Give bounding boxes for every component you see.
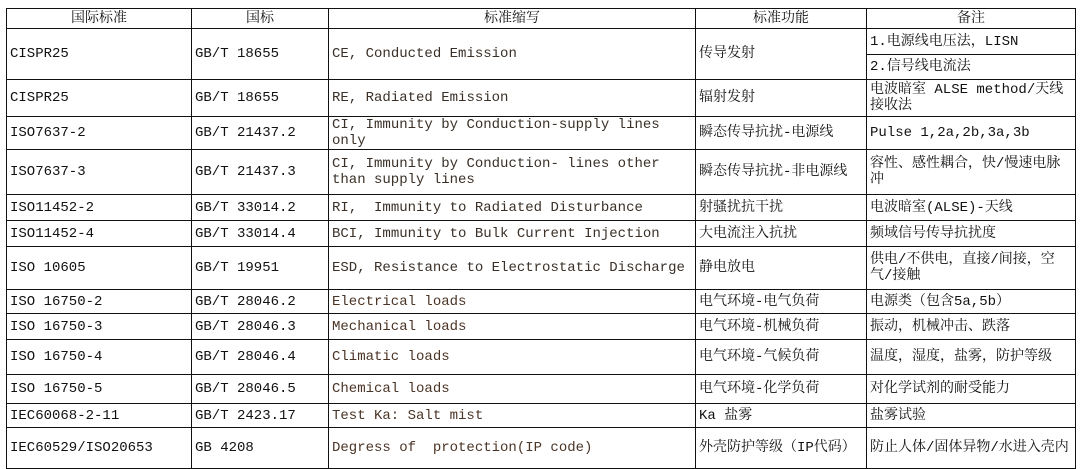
remarks-cell: 防止人体/固体异物/水进入壳内 [867,428,1076,469]
table-row [7,428,1076,469]
function-cell: 瞬态传导抗扰-电源线 [696,117,867,150]
remarks-cell: 1.电源线电压法，LISN [867,29,1076,55]
table-row [7,375,1076,404]
gb-standard-cell: GB/T 28046.5 [192,375,329,404]
abbreviation-cell [329,340,696,375]
function-cell: 电气环境-机械负荷 [696,314,867,340]
abbreviation-description: Immunity to Radiated Disturbance [365,199,643,216]
gb-standard-cell: GB/T 18655 [192,80,329,117]
remarks-cell: 对化学试剂的耐受能力 [867,375,1076,404]
table-row [7,404,1076,428]
abbreviation-code: ESD [332,260,358,276]
intl-standard-cell: ISO7637-3 [7,150,192,195]
abbreviation-cell [329,428,696,469]
table-row [7,290,1076,314]
abbreviation-cell [329,195,696,221]
abbreviation-description: Immunity to Bulk Current Injection [374,225,660,242]
table-row [7,247,1076,290]
abbreviation-cell [329,221,696,247]
table-row [7,117,1076,150]
abbreviation-description: Chemical loads [332,381,450,397]
remarks-cell: 容性、感性耦合，快/慢速电脉冲 [867,150,1076,195]
remarks-cell: 供电/不供电，直接/间接，空气/接触 [867,247,1076,290]
abbreviation-description: Immunity by Conduction- lines other than supply lines [332,156,669,188]
abbreviation-code: RI [332,199,349,216]
gb-standard-cell: GB/T 33014.2 [192,195,329,221]
abbreviation-code: CI [332,156,349,172]
intl-standard-cell: IEC60529/ISO20653 [7,428,192,469]
separator: , [348,117,366,133]
table-row [7,29,1076,55]
header-national-standard: 国标 [192,9,329,29]
intl-standard-cell: ISO 16750-2 [7,290,192,314]
remarks-cell: 2.信号线电流法 [867,55,1076,80]
gb-standard-cell: GB/T 19951 [192,247,329,290]
gb-standard-cell: GB/T 28046.2 [192,290,329,314]
intl-standard-cell: ISO 10605 [7,247,192,290]
intl-standard-cell: ISO 16750-5 [7,375,192,404]
gb-standard-cell: GB/T 21437.3 [192,150,329,195]
intl-standard-cell: ISO 16750-3 [7,314,192,340]
table-row [7,314,1076,340]
abbreviation-cell [329,80,696,117]
function-cell: 电气环境-化学负荷 [696,375,867,404]
abbreviation-description: Resistance to Electrostatic Discharge [374,260,685,276]
abbreviation-cell [329,375,696,404]
remarks-cell: 温度，湿度，盐雾，防护等级 [867,340,1076,375]
separator: , [348,199,366,216]
abbreviation-cell [329,404,696,428]
abbreviation-cell [329,290,696,314]
table-row [7,80,1076,117]
function-cell: 传导发射 [696,29,867,80]
remarks-cell: Pulse 1,2a,2b,3a,3b [867,117,1076,150]
remarks-cell: 电波暗室 ALSE method/天线接收法 [867,80,1076,117]
gb-standard-cell: GB 4208 [192,428,329,469]
function-cell: 辐射发射 [696,80,867,117]
gb-standard-cell: GB/T 28046.3 [192,314,329,340]
intl-standard-cell: ISO11452-2 [7,195,192,221]
abbreviation-description: Radiated Emission [365,90,509,106]
header-intl-standard: 国际标准 [7,9,192,29]
intl-standard-cell: ISO 16750-4 [7,340,192,375]
separator: , [357,225,375,242]
function-cell: 外壳防护等级（IP代码） [696,428,867,469]
remarks-cell: 振动，机械冲击、跌落 [867,314,1076,340]
abbreviation-cell [329,29,696,80]
abbreviation-cell [329,117,696,150]
abbreviation-description: Climatic loads [332,349,450,365]
abbreviation-description: Electrical loads [332,293,467,310]
abbreviation-cell [329,314,696,340]
gb-standard-cell: GB/T 2423.17 [192,404,329,428]
header-row [7,9,1076,29]
intl-standard-cell: ISO11452-4 [7,221,192,247]
separator: , [348,156,366,172]
abbreviation-description: Degress of protection(IP code) [332,440,593,456]
function-cell: 静电放电 [696,247,867,290]
header-function: 标准功能 [696,9,867,29]
intl-standard-cell: ISO7637-2 [7,117,192,150]
abbreviation-description: Conducted Emission [365,46,517,62]
intl-standard-cell: IEC60068-2-11 [7,404,192,428]
remarks-cell: 盐雾试验 [867,404,1076,428]
table-row [7,221,1076,247]
abbreviation-code: CI [332,117,349,133]
function-cell: 射骚扰抗干扰 [696,195,867,221]
gb-standard-cell: GB/T 21437.2 [192,117,329,150]
function-cell: 大电流注入抗扰 [696,221,867,247]
abbreviation-cell [329,150,696,195]
remarks-cell: 频域信号传导抗扰度 [867,221,1076,247]
header-remarks: 备注 [867,9,1076,29]
table-row [7,150,1076,195]
intl-standard-cell: CISPR25 [7,80,192,117]
abbreviation-code: RE [332,90,349,106]
gb-standard-cell: GB/T 33014.4 [192,221,329,247]
gb-standard-cell: GB/T 18655 [192,29,329,80]
abbreviation-code: BCI [332,225,358,242]
separator: , [348,90,366,106]
header-abbreviation: 标准缩写 [329,9,696,29]
function-cell: 电气环境-电气负荷 [696,290,867,314]
remarks-cell: 电波暗室(ALSE)-天线 [867,195,1076,221]
standards-table [6,8,1076,469]
table-row [7,195,1076,221]
abbreviation-description: Test Ka: Salt mist [332,407,484,424]
separator: , [357,260,375,276]
abbreviation-description: Mechanical loads [332,318,467,335]
abbreviation-description: Immunity by Conduction-supply lines only [332,117,669,149]
abbreviation-code: CE [332,46,349,62]
gb-standard-cell: GB/T 28046.4 [192,340,329,375]
intl-standard-cell: CISPR25 [7,29,192,80]
function-cell: 瞬态传导抗扰-非电源线 [696,150,867,195]
function-cell: Ka 盐雾 [696,404,867,428]
separator: , [348,46,366,62]
abbreviation-cell [329,247,696,290]
function-cell: 电气环境-气候负荷 [696,340,867,375]
table-row [7,340,1076,375]
remarks-cell: 电源类（包含5a,5b） [867,290,1076,314]
